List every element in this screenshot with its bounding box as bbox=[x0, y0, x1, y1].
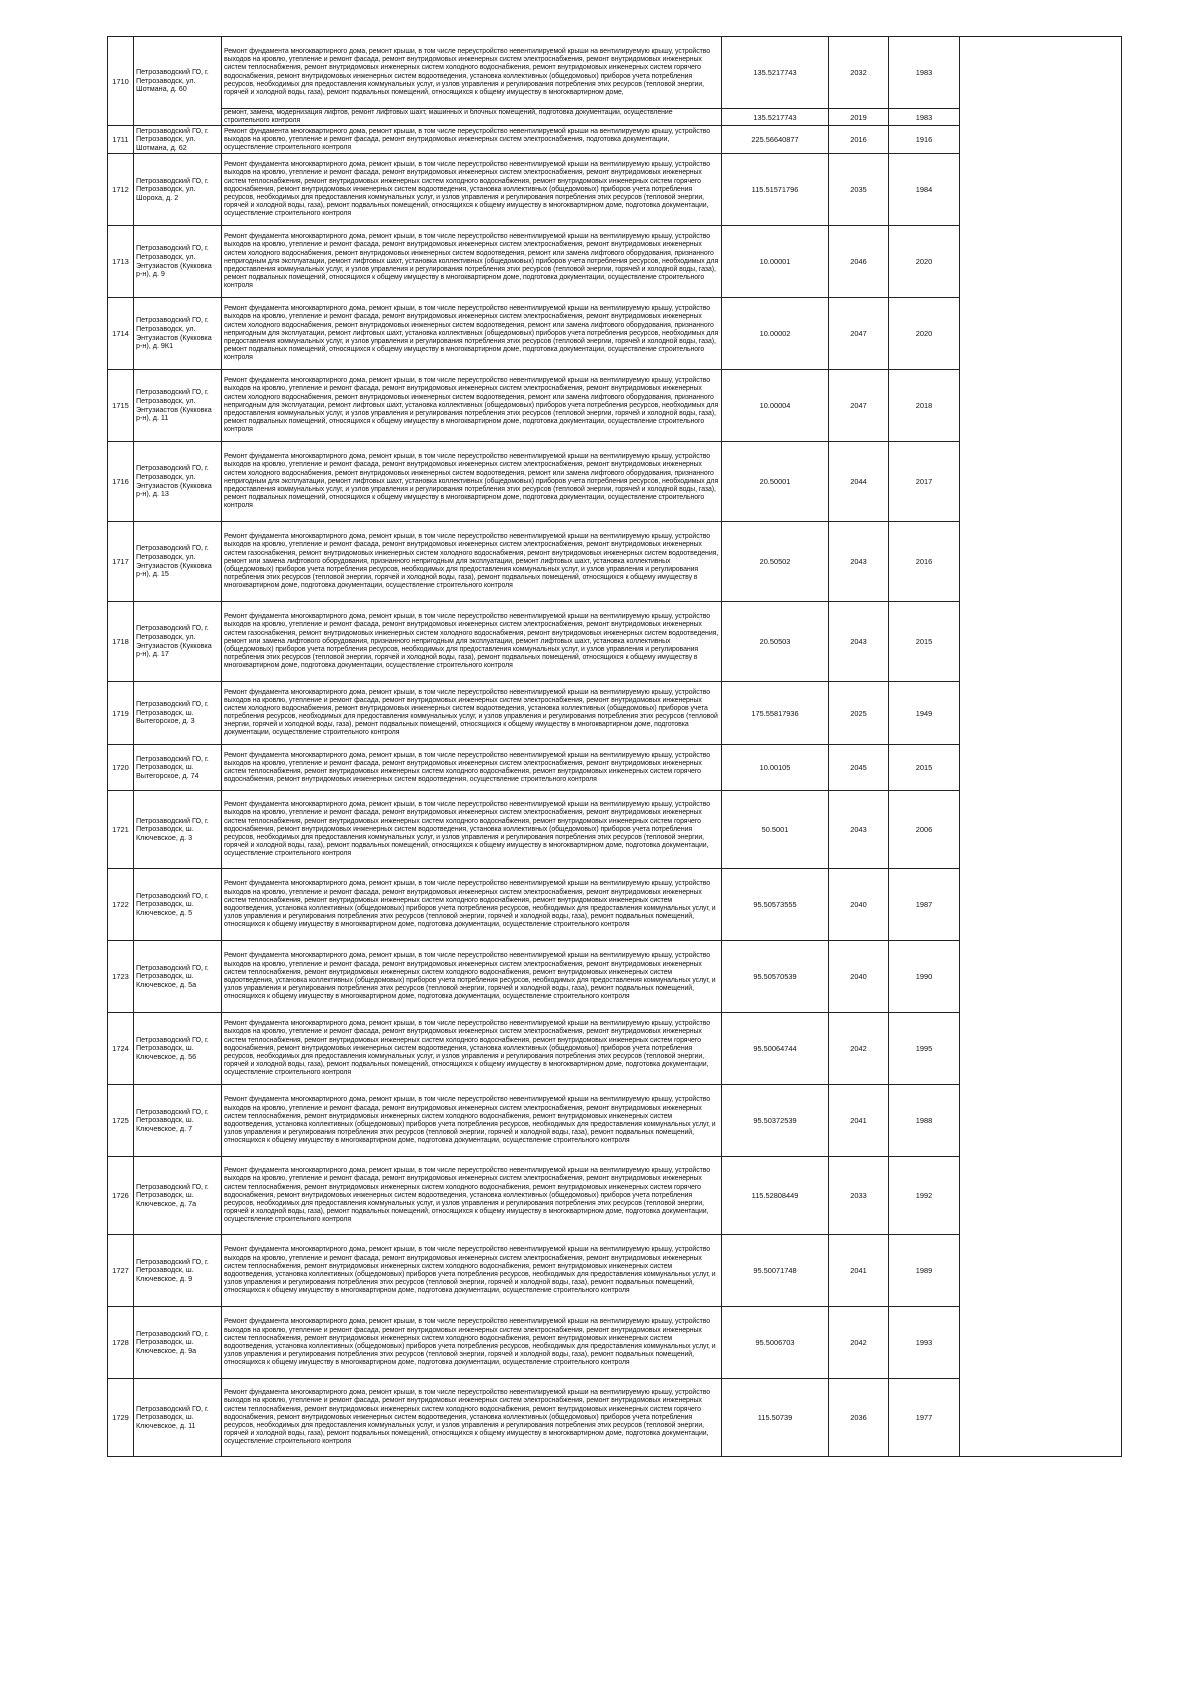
address-cell: Петрозаводский ГО, г. Петрозаводск, ш. Вытегорское, д. 74 bbox=[134, 745, 222, 791]
works-description-cell: Ремонт фундамента многоквартирного дома, ремонт крыши, в том числе переустройство невентилируемой крыши на вентилируемую крышу, устройство выходов на кровлю, утепление и ремонт фасада, ремонт внутридомовых инженерных систем электроснабжения, ремонт внутридомовых инженерных систем теплоснабжения, ремонт внутридомовых инженерных систем холодного водоснабжения, ремонт внутридомовых инженерных систем горячего водоснабжения, ремонт внутридомовых инженерных систем водоотведения, установка коллективных (общедомовых) приборов учета потребления ресурсов, необходимых для предоставления коммунальных услуг, и узлов управления и регулирования потребления этих ресурсов (тепловой энергии, горячей и холодной воды, газа), ремонт подвальных помещений, относящихся к общему имуществу в многоквартирном доме, подготовка документации, осуществление строительного контроля bbox=[222, 1379, 722, 1457]
built-year-cell: 1916 bbox=[889, 126, 960, 154]
address-cell: Петрозаводский ГО, г. Петрозаводск, ул. Энтузиастов (Кукковка р-н), д. 13 bbox=[134, 442, 222, 522]
built-year-cell: 1983 bbox=[889, 37, 960, 109]
works-description-cell: Ремонт фундамента многоквартирного дома, ремонт крыши, в том числе переустройство невентилируемой крыши на вентилируемую крышу, устройство выходов на кровлю, утепление и ремонт фасада, ремонт внутридомовых инженерных систем электроснабжения, ремонт внутридомовых инженерных систем теплоснабжения, ремонт внутридомовых инженерных систем холодного водоснабжения, ремонт внутридомовых инженерных систем водоотведения, установка коллективных (общедомовых) приборов учета потребления ресурсов, необходимых для предоставления коммунальных услуг, и узлов управления и регулирования потребления этих ресурсов (тепловой энергии, горячей и холодной воды, газа), ремонт подвальных помещений, относящихся к общему имуществу в многоквартирном доме, подготовка документации, осуществление строительного контроля bbox=[222, 869, 722, 941]
address-cell: Петрозаводский ГО, г. Петрозаводск, ш. Вытегорское, д. 3 bbox=[134, 682, 222, 745]
built-year-cell: 1983 bbox=[889, 109, 960, 126]
planned-year-cell: 2035 bbox=[829, 154, 889, 226]
works-description-cell: Ремонт фундамента многоквартирного дома, ремонт крыши, в том числе переустройство невентилируемой крыши на вентилируемую крышу, устройство выходов на кровлю, утепление и ремонт фасада, ремонт внутридомовых инженерных систем электроснабжения, ремонт внутридомовых инженерных систем теплоснабжения, ремонт внутридомовых инженерных систем холодного водоснабжения, ремонт внутридомовых инженерных систем водоотведения, установка коллективных (общедомовых) приборов учета потребления ресурсов, необходимых для предоставления коммунальных услуг, и узлов управления и регулирования потребления этих ресурсов (тепловой энергии, горячей и холодной воды, газа), ремонт подвальных помещений, относящихся к общему имуществу в многоквартирном доме, подготовка документации, осуществление строительного контроля bbox=[222, 941, 722, 1013]
area-value-cell: 115.51571796 bbox=[722, 154, 829, 226]
works-description-cell: Ремонт фундамента многоквартирного дома, ремонт крыши, в том числе переустройство невентилируемой крыши на вентилируемую крышу, устройство выходов на кровлю, утепление и ремонт фасада, ремонт внутридомовых инженерных систем электроснабжения, ремонт внутридомовых инженерных систем газоснабжения, ремонт внутридомовых инженерных систем холодного водоснабжения, ремонт внутридомовых инженерных систем водоотведения, ремонт или замена лифтового оборудования, признанного непригодным для эксплуатации, ремонт лифтовых шахт, установка коллективных (общедомовых) приборов учета потребления ресурсов, необходимых для предоставления коммунальных услуг, и узлов управления и регулирования потребления этих ресурсов (тепловой энергии, горячей и холодной воды, газа), ремонт подвальных помещений, относящихся к общему имуществу в многоквартирном доме, подготовка документации, осуществление строительного контроля bbox=[222, 522, 722, 602]
area-value-cell: 10.00004 bbox=[722, 370, 829, 442]
built-year-cell: 1977 bbox=[889, 1379, 960, 1457]
area-value-cell: 95.5006703 bbox=[722, 1307, 829, 1379]
built-year-cell: 2020 bbox=[889, 298, 960, 370]
works-description-cell: Ремонт фундамента многоквартирного дома, ремонт крыши, в том числе переустройство невентилируемой крыши на вентилируемую крышу, устройство выходов на кровлю, утепление и ремонт фасада, ремонт внутридомовых инженерных систем электроснабжения, ремонт внутридомовых инженерных систем холодного водоснабжения, ремонт внутридомовых инженерных систем водоотведения, ремонт или замена лифтового оборудования, признанного непригодным для эксплуатации, ремонт лифтовых шахт, установка коллективных (общедомовых) приборов учета потребления ресурсов, необходимых для предоставления коммунальных услуг, и узлов управления и регулирования потребления этих ресурсов (тепловой энергии, горячей и холодной воды, газа), ремонт подвальных помещений, относящихся к общему имуществу в многоквартирном доме, подготовка документации, осуществление строительного контроля bbox=[222, 370, 722, 442]
row-number-cell: 1718 bbox=[108, 602, 134, 682]
row-number-cell: 1710 bbox=[108, 37, 134, 126]
address-cell: Петрозаводский ГО, г. Петрозаводск, ш. Ключевское, д. 7 bbox=[134, 1085, 222, 1157]
address-cell: Петрозаводский ГО, г. Петрозаводск, ул. Шотмана, д. 62 bbox=[134, 126, 222, 154]
planned-year-cell: 2043 bbox=[829, 602, 889, 682]
table-body bbox=[108, 37, 1122, 1457]
planned-year-cell: 2042 bbox=[829, 1013, 889, 1085]
works-description-cell: ремонт, замена, модернизация лифтов, ремонт лифтовых шахт, машинных и блочных помещений, подготовка документации, осуществление строительного контроля bbox=[222, 109, 722, 126]
works-description-cell: Ремонт фундамента многоквартирного дома, ремонт крыши, в том числе переустройство невентилируемой крыши на вентилируемую крышу, устройство выходов на кровлю, утепление и ремонт фасада, ремонт внутридомовых инженерных систем электроснабжения, ремонт внутридомовых инженерных систем теплоснабжения, ремонт внутридомовых инженерных систем холодного водоснабжения, ремонт внутридомовых инженерных систем горячего водоснабжения, ремонт внутридомовых инженерных систем водоотведения, установка коллективных (общедомовых) приборов учета потребления ресурсов, необходимых для предоставления коммунальных услуг, и узлов управления и регулирования потребления этих ресурсов (тепловой энергии, горячей и холодной воды, газа), ремонт подвальных помещений, относящихся к общему имуществу в многоквартирном доме, подготовка документации, осуществление строительного контроля bbox=[222, 154, 722, 226]
area-value-cell: 225.56640877 bbox=[722, 126, 829, 154]
planned-year-cell: 2036 bbox=[829, 1379, 889, 1457]
works-description-cell: Ремонт фундамента многоквартирного дома, ремонт крыши, в том числе переустройство невентилируемой крыши на вентилируемую крышу, устройство выходов на кровлю, утепление и ремонт фасада, ремонт внутридомовых инженерных систем электроснабжения, подготовка документации, осуществление строительного контроля bbox=[222, 126, 722, 154]
row-number-cell: 1713 bbox=[108, 226, 134, 298]
area-value-cell: 135.5217743 bbox=[722, 37, 829, 109]
row-number-cell: 1714 bbox=[108, 298, 134, 370]
works-description-cell: Ремонт фундамента многоквартирного дома, ремонт крыши, в том числе переустройство невентилируемой крыши на вентилируемую крышу, устройство выходов на кровлю, утепление и ремонт фасада, ремонт внутридомовых инженерных систем электроснабжения, ремонт внутридомовых инженерных систем теплоснабжения, ремонт внутридомовых инженерных систем холодного водоснабжения, ремонт внутридомовых инженерных систем горячего водоснабжения, ремонт внутридомовых инженерных систем водоотведения, установка коллективных (общедомовых) приборов учета потребления ресурсов, необходимых для предоставления коммунальных услуг, и узлов управления и регулирования потребления этих ресурсов (тепловой энергии, горячей и холодной воды, газа), ремонт подвальных помещений, относящихся к общему имуществу в многоквартирном доме, подготовка документации, осуществление строительного контроля bbox=[222, 1013, 722, 1085]
works-description-cell: Ремонт фундамента многоквартирного дома, ремонт крыши, в том числе переустройство невентилируемой крыши на вентилируемую крышу, устройство выходов на кровлю, утепление и ремонт фасада, ремонт внутридомовых инженерных систем электроснабжения, ремонт внутридомовых инженерных систем теплоснабжения, ремонт внутридомовых инженерных систем холодного водоснабжения, ремонт внутридомовых инженерных систем горячего водоснабжения, ремонт внутридомовых инженерных систем водоотведения, установка коллективных (общедомовых) приборов учета потребления ресурсов, необходимых для предоставления коммунальных услуг, и узлов управления и регулирования потребления этих ресурсов (тепловой энергии, горячей и холодной воды, газа), ремонт подвальных помещений, относящихся к общему имуществу в многоквартирном доме, подготовка документации, осуществление строительного контроля bbox=[222, 791, 722, 869]
planned-year-cell: 2042 bbox=[829, 1307, 889, 1379]
area-value-cell: 175.55817936 bbox=[722, 682, 829, 745]
area-value-cell: 95.50372539 bbox=[722, 1085, 829, 1157]
address-cell: Петрозаводский ГО, г. Петрозаводск, ул. Энтузиастов (Кукковка р-н), д. 17 bbox=[134, 602, 222, 682]
built-year-cell: 1984 bbox=[889, 154, 960, 226]
works-description-cell: Ремонт фундамента многоквартирного дома, ремонт крыши, в том числе переустройство невентилируемой крыши на вентилируемую крышу, устройство выходов на кровлю, утепление и ремонт фасада, ремонт внутридомовых инженерных систем электроснабжения, ремонт внутридомовых инженерных систем теплоснабжения, ремонт внутридомовых инженерных систем холодного водоснабжения, ремонт внутридомовых инженерных систем водоотведения, установка коллективных (общедомовых) приборов учета потребления ресурсов, необходимых для предоставления коммунальных услуг, и узлов управления и регулирования потребления этих ресурсов (тепловой энергии, горячей и холодной воды, газа), ремонт подвальных помещений, относящихся к общему имуществу в многоквартирном доме, подготовка документации, осуществление строительного контроля bbox=[222, 1085, 722, 1157]
works-description-cell: Ремонт фундамента многоквартирного дома, ремонт крыши, в том числе переустройство невентилируемой крыши на вентилируемую крышу, устройство выходов на кровлю, утепление и ремонт фасада, ремонт внутридомовых инженерных систем электроснабжения, ремонт внутридомовых инженерных систем холодного водоснабжения, ремонт внутридомовых инженерных систем водоотведения, ремонт или замена лифтового оборудования, признанного непригодным для эксплуатации, ремонт лифтовых шахт, установка коллективных (общедомовых) приборов учета потребления ресурсов, необходимых для предоставления коммунальных услуг, и узлов управления и регулирования потребления этих ресурсов (тепловой энергии, горячей и холодной воды, газа), ремонт подвальных помещений, относящихся к общему имуществу в многоквартирном доме, подготовка документации, осуществление строительного контроля bbox=[222, 442, 722, 522]
planned-year-cell: 2016 bbox=[829, 126, 889, 154]
address-cell: Петрозаводский ГО, г. Петрозаводск, ш. Ключевское, д. 7а bbox=[134, 1157, 222, 1235]
row-number-cell: 1727 bbox=[108, 1235, 134, 1307]
planned-year-cell: 2032 bbox=[829, 37, 889, 109]
table-row bbox=[108, 37, 1122, 109]
row-number-cell: 1712 bbox=[108, 154, 134, 226]
row-number-cell: 1722 bbox=[108, 869, 134, 941]
built-year-cell: 1995 bbox=[889, 1013, 960, 1085]
row-number-cell: 1719 bbox=[108, 682, 134, 745]
address-cell: Петрозаводский ГО, г. Петрозаводск, ул. Энтузиастов (Кукковка р-н), д. 11 bbox=[134, 370, 222, 442]
built-year-cell: 2015 bbox=[889, 602, 960, 682]
built-year-cell: 2006 bbox=[889, 791, 960, 869]
built-year-cell: 1987 bbox=[889, 869, 960, 941]
area-value-cell: 10.00105 bbox=[722, 745, 829, 791]
built-year-cell: 2016 bbox=[889, 522, 960, 602]
planned-year-cell: 2046 bbox=[829, 226, 889, 298]
works-description-cell: Ремонт фундамента многоквартирного дома, ремонт крыши, в том числе переустройство невентилируемой крыши на вентилируемую крышу, устройство выходов на кровлю, утепление и ремонт фасада, ремонт внутридомовых инженерных систем электроснабжения, ремонт внутридомовых инженерных систем теплоснабжения, ремонт внутридомовых инженерных систем холодного водоснабжения, ремонт внутридомовых инженерных систем горячего водоснабжения, ремонт внутридомовых инженерных систем водоотведения, установка коллективных (общедомовых) приборов учета потребления ресурсов, необходимых для предоставления коммунальных услуг, и узлов управления и регулирования потребления этих ресурсов (тепловой энергии, горячей и холодной воды, газа), ремонт подвальных помещений, относящихся к общему имуществу в многоквартирном доме, bbox=[222, 37, 722, 109]
area-value-cell: 95.50071748 bbox=[722, 1235, 829, 1307]
built-year-cell: 2020 bbox=[889, 226, 960, 298]
repair-schedule-table bbox=[107, 36, 1122, 1457]
built-year-cell: 1989 bbox=[889, 1235, 960, 1307]
area-value-cell: 115.52808449 bbox=[722, 1157, 829, 1235]
planned-year-cell: 2040 bbox=[829, 941, 889, 1013]
address-cell: Петрозаводский ГО, г. Петрозаводск, ул. Шороха, д. 2 bbox=[134, 154, 222, 226]
row-number-cell: 1724 bbox=[108, 1013, 134, 1085]
row-number-cell: 1729 bbox=[108, 1379, 134, 1457]
built-year-cell: 1992 bbox=[889, 1157, 960, 1235]
works-description-cell: Ремонт фундамента многоквартирного дома, ремонт крыши, в том числе переустройство невентилируемой крыши на вентилируемую крышу, устройство выходов на кровлю, утепление и ремонт фасада, ремонт внутридомовых инженерных систем электроснабжения, ремонт внутридомовых инженерных систем холодного водоснабжения, ремонт внутридомовых инженерных систем водоотведения, ремонт или замена лифтового оборудования, признанного непригодным для эксплуатации, ремонт лифтовых шахт, установка коллективных (общедомовых) приборов учета потребления ресурсов, необходимых для предоставления коммунальных услуг, и узлов управления и регулирования потребления этих ресурсов (тепловой энергии, горячей и холодной воды, газа), ремонт подвальных помещений, относящихся к общему имуществу в многоквартирном доме, подготовка документации, осуществление строительного контроля bbox=[222, 298, 722, 370]
address-cell: Петрозаводский ГО, г. Петрозаводск, ш. Ключевское, д. 5 bbox=[134, 869, 222, 941]
area-value-cell: 10.00001 bbox=[722, 226, 829, 298]
planned-year-cell: 2025 bbox=[829, 682, 889, 745]
address-cell: Петрозаводский ГО, г. Петрозаводск, ул. Шотмана, д. 60 bbox=[134, 37, 222, 126]
area-value-cell: 50.5001 bbox=[722, 791, 829, 869]
planned-year-cell: 2043 bbox=[829, 791, 889, 869]
built-year-cell: 1988 bbox=[889, 1085, 960, 1157]
area-value-cell: 95.50573555 bbox=[722, 869, 829, 941]
area-value-cell: 20.50503 bbox=[722, 602, 829, 682]
works-description-cell: Ремонт фундамента многоквартирного дома, ремонт крыши, в том числе переустройство невентилируемой крыши на вентилируемую крышу, устройство выходов на кровлю, утепление и ремонт фасада, ремонт внутридомовых инженерных систем электроснабжения, ремонт внутридомовых инженерных систем теплоснабжения, ремонт внутридомовых инженерных систем холодного водоснабжения, ремонт внутридомовых инженерных систем горячего водоснабжения, ремонт внутридомовых инженерных систем водоотведения, установка коллективных (общедомовых) приборов учета потребления ресурсов, необходимых для предоставления коммунальных услуг, и узлов управления и регулирования потребления этих ресурсов (тепловой энергии, горячей и холодной воды, газа), ремонт подвальных помещений, относящихся к общему имуществу в многоквартирном доме, подготовка документации, осуществление строительного контроля bbox=[222, 1157, 722, 1235]
row-number-cell: 1711 bbox=[108, 126, 134, 154]
built-year-cell: 2018 bbox=[889, 370, 960, 442]
planned-year-cell: 2045 bbox=[829, 745, 889, 791]
address-cell: Петрозаводский ГО, г. Петрозаводск, ш. Ключевское, д. 5а bbox=[134, 941, 222, 1013]
blank-margin-cell bbox=[960, 37, 1122, 1457]
works-description-cell: Ремонт фундамента многоквартирного дома, ремонт крыши, в том числе переустройство невентилируемой крыши на вентилируемую крышу, устройство выходов на кровлю, утепление и ремонт фасада, ремонт внутридомовых инженерных систем электроснабжения, ремонт внутридомовых инженерных систем теплоснабжения, ремонт внутридомовых инженерных систем холодного водоснабжения, ремонт внутридомовых инженерных систем водоотведения, установка коллективных (общедомовых) приборов учета потребления ресурсов, необходимых для предоставления коммунальных услуг, и узлов управления и регулирования потребления этих ресурсов (тепловой энергии, горячей и холодной воды, газа), ремонт подвальных помещений, относящихся к общему имуществу в многоквартирном доме, подготовка документации, осуществление строительного контроля bbox=[222, 1235, 722, 1307]
area-value-cell: 95.50064744 bbox=[722, 1013, 829, 1085]
row-number-cell: 1716 bbox=[108, 442, 134, 522]
built-year-cell: 1949 bbox=[889, 682, 960, 745]
row-number-cell: 1717 bbox=[108, 522, 134, 602]
planned-year-cell: 2043 bbox=[829, 522, 889, 602]
planned-year-cell: 2019 bbox=[829, 109, 889, 126]
address-cell: Петрозаводский ГО, г. Петрозаводск, ш. Ключевское, д. 11 bbox=[134, 1379, 222, 1457]
planned-year-cell: 2047 bbox=[829, 370, 889, 442]
address-cell: Петрозаводский ГО, г. Петрозаводск, ш. Ключевское, д. 3 bbox=[134, 791, 222, 869]
built-year-cell: 1993 bbox=[889, 1307, 960, 1379]
row-number-cell: 1728 bbox=[108, 1307, 134, 1379]
planned-year-cell: 2044 bbox=[829, 442, 889, 522]
row-number-cell: 1726 bbox=[108, 1157, 134, 1235]
document-page bbox=[107, 36, 1121, 1457]
works-description-cell: Ремонт фундамента многоквартирного дома, ремонт крыши, в том числе переустройство невентилируемой крыши на вентилируемую крышу, устройство выходов на кровлю, утепление и ремонт фасада, ремонт внутридомовых инженерных систем электроснабжения, ремонт внутридомовых инженерных систем газоснабжения, ремонт внутридомовых инженерных систем холодного водоснабжения, ремонт внутридомовых инженерных систем водоотведения, ремонт или замена лифтового оборудования, признанного непригодным для эксплуатации, ремонт лифтовых шахт, установка коллективных (общедомовых) приборов учета потребления ресурсов, необходимых для предоставления коммунальных услуг, и узлов управления и регулирования потребления этих ресурсов (тепловой энергии, горячей и холодной воды, газа), ремонт подвальных помещений, относящихся к общему имуществу в многоквартирном доме, подготовка документации, осуществление строительного контроля bbox=[222, 602, 722, 682]
address-cell: Петрозаводский ГО, г. Петрозаводск, ш. Ключевское, д. 9а bbox=[134, 1307, 222, 1379]
address-cell: Петрозаводский ГО, г. Петрозаводск, ул. Энтузиастов (Кукковка р-н), д. 9 bbox=[134, 226, 222, 298]
area-value-cell: 20.50001 bbox=[722, 442, 829, 522]
area-value-cell: 115.50739 bbox=[722, 1379, 829, 1457]
row-number-cell: 1715 bbox=[108, 370, 134, 442]
built-year-cell: 2017 bbox=[889, 442, 960, 522]
address-cell: Петрозаводский ГО, г. Петрозаводск, ш. Ключевское, д. 56 bbox=[134, 1013, 222, 1085]
built-year-cell: 1990 bbox=[889, 941, 960, 1013]
area-value-cell: 20.50502 bbox=[722, 522, 829, 602]
row-number-cell: 1723 bbox=[108, 941, 134, 1013]
area-value-cell: 10.00002 bbox=[722, 298, 829, 370]
planned-year-cell: 2040 bbox=[829, 869, 889, 941]
area-value-cell: 95.50570539 bbox=[722, 941, 829, 1013]
planned-year-cell: 2033 bbox=[829, 1157, 889, 1235]
works-description-cell: Ремонт фундамента многоквартирного дома, ремонт крыши, в том числе переустройство невентилируемой крыши на вентилируемую крышу, устройство выходов на кровлю, утепление и ремонт фасада, ремонт внутридомовых инженерных систем электроснабжения, ремонт внутридомовых инженерных систем холодного водоснабжения, ремонт внутридомовых инженерных систем водоотведения, установка коллективных (общедомовых) приборов учета потребления ресурсов, необходимых для предоставления коммунальных услуг, и узлов управления и регулирования потребления этих ресурсов (тепловой энергии, горячей и холодной воды, газа), ремонт подвальных помещений, относящихся к общему имуществу в многоквартирном доме, подготовка документации, осуществление строительного контроля bbox=[222, 682, 722, 745]
row-number-cell: 1720 bbox=[108, 745, 134, 791]
works-description-cell: Ремонт фундамента многоквартирного дома, ремонт крыши, в том числе переустройство невентилируемой крыши на вентилируемую крышу, устройство выходов на кровлю, утепление и ремонт фасада, ремонт внутридомовых инженерных систем электроснабжения, ремонт внутридомовых инженерных систем холодного водоснабжения, ремонт внутридомовых инженерных систем водоотведения, ремонт или замена лифтового оборудования, признанного непригодным для эксплуатации, ремонт лифтовых шахт, установка коллективных (общедомовых) приборов учета потребления ресурсов, необходимых для предоставления коммунальных услуг, и узлов управления и регулирования потребления этих ресурсов (тепловой энергии, горячей и холодной воды, газа), ремонт подвальных помещений, относящихся к общему имуществу в многоквартирном доме, подготовка документации, осуществление строительного контроля bbox=[222, 226, 722, 298]
planned-year-cell: 2041 bbox=[829, 1085, 889, 1157]
planned-year-cell: 2047 bbox=[829, 298, 889, 370]
works-description-cell: Ремонт фундамента многоквартирного дома, ремонт крыши, в том числе переустройство невентилируемой крыши на вентилируемую крышу, устройство выходов на кровлю, утепление и ремонт фасада, ремонт внутридомовых инженерных систем электроснабжения, ремонт внутридомовых инженерных систем теплоснабжения, ремонт внутридомовых инженерных систем холодного водоснабжения, ремонт внутридомовых инженерных систем водоотведения, установка коллективных (общедомовых) приборов учета потребления ресурсов, необходимых для предоставления коммунальных услуг, и узлов управления и регулирования потребления этих ресурсов (тепловой энергии, горячей и холодной воды, газа), ремонт подвальных помещений, относящихся к общему имуществу в многоквартирном доме, подготовка документации, осуществление строительного контроля bbox=[222, 1307, 722, 1379]
address-cell: Петрозаводский ГО, г. Петрозаводск, ул. Энтузиастов (Кукковка р-н), д. 15 bbox=[134, 522, 222, 602]
address-cell: Петрозаводский ГО, г. Петрозаводск, ш. Ключевское, д. 9 bbox=[134, 1235, 222, 1307]
planned-year-cell: 2041 bbox=[829, 1235, 889, 1307]
row-number-cell: 1721 bbox=[108, 791, 134, 869]
works-description-cell: Ремонт фундамента многоквартирного дома, ремонт крыши, в том числе переустройство невентилируемой крыши на вентилируемую крышу, устройство выходов на кровлю, утепление и ремонт фасада, ремонт внутридомовых инженерных систем электроснабжения, ремонт внутридомовых инженерных систем теплоснабжения, ремонт внутридомовых инженерных систем холодного водоснабжения, ремонт внутридомовых инженерных систем горячего водоснабжения, ремонт внутридомовых инженерных систем водоотведения, осуществление строительного контроля bbox=[222, 745, 722, 791]
address-cell: Петрозаводский ГО, г. Петрозаводск, ул. Энтузиастов (Кукковка р-н), д. 9К1 bbox=[134, 298, 222, 370]
built-year-cell: 2015 bbox=[889, 745, 960, 791]
row-number-cell: 1725 bbox=[108, 1085, 134, 1157]
area-value-cell: 135.5217743 bbox=[722, 109, 829, 126]
